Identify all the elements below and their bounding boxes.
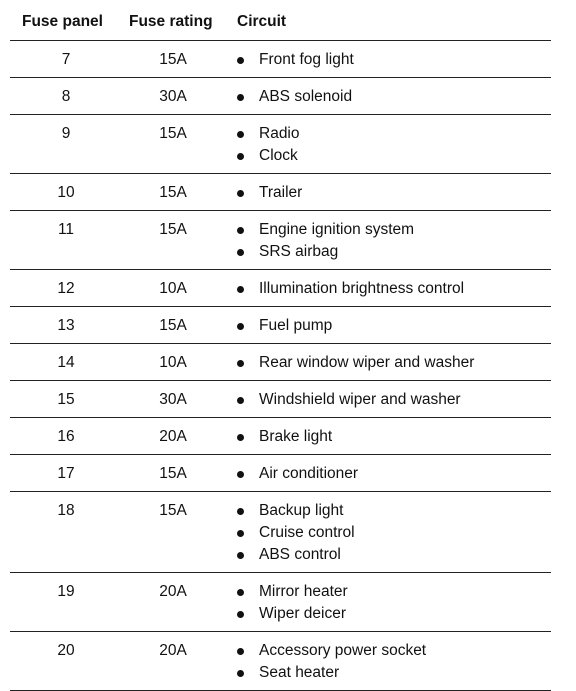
circuit-item bbox=[237, 428, 332, 450]
circuit-item bbox=[237, 243, 414, 265]
circuit-label: Engine ignition system bbox=[259, 221, 415, 238]
circuit-label: Cruise control bbox=[259, 524, 355, 541]
cell-fuse-rating: 20A bbox=[159, 642, 187, 659]
header-fuse-rating: Fuse rating bbox=[129, 13, 213, 30]
header-circuit: Circuit bbox=[237, 13, 287, 30]
cell-circuit-list bbox=[237, 502, 355, 568]
circuit-item bbox=[237, 605, 348, 627]
cell-circuit-list bbox=[237, 354, 474, 376]
circuit-label: Wiper deicer bbox=[259, 605, 346, 622]
table-row bbox=[10, 174, 551, 211]
cell-fuse-panel: 11 bbox=[57, 221, 75, 238]
cell-fuse-panel: 9 bbox=[61, 125, 71, 142]
circuit-label: ABS control bbox=[259, 546, 341, 563]
table-row bbox=[10, 492, 551, 573]
circuit-item bbox=[237, 546, 355, 568]
cell-fuse-panel: 16 bbox=[57, 428, 75, 445]
circuit-label: Brake light bbox=[259, 428, 333, 445]
circuit-label: ABS solenoid bbox=[259, 88, 353, 105]
cell-fuse-panel: 7 bbox=[61, 51, 71, 68]
circuit-item bbox=[237, 664, 426, 686]
circuit-label: SRS airbag bbox=[259, 243, 339, 260]
cell-fuse-panel: 12 bbox=[57, 280, 75, 297]
circuit-label: Backup light bbox=[259, 502, 344, 519]
cell-fuse-panel: 10 bbox=[57, 184, 75, 201]
table-row bbox=[10, 632, 551, 691]
cell-fuse-rating: 15A bbox=[159, 184, 187, 201]
circuit-label: Rear window wiper and washer bbox=[259, 354, 475, 371]
table-row bbox=[10, 455, 551, 492]
header-fuse-panel: Fuse panel bbox=[22, 13, 103, 30]
cell-circuit-list bbox=[237, 428, 332, 450]
table-body bbox=[10, 41, 551, 691]
cell-circuit-list bbox=[237, 51, 354, 73]
circuit-item bbox=[237, 125, 300, 147]
table-row bbox=[10, 78, 551, 115]
circuit-item bbox=[237, 502, 355, 524]
table-row bbox=[10, 211, 551, 270]
cell-circuit-list bbox=[237, 280, 464, 302]
circuit-item bbox=[237, 221, 414, 243]
circuit-label: Clock bbox=[259, 147, 298, 164]
circuit-item bbox=[237, 524, 355, 546]
cell-circuit-list bbox=[237, 125, 300, 169]
cell-fuse-panel: 8 bbox=[61, 88, 71, 105]
cell-fuse-rating: 15A bbox=[159, 465, 187, 482]
cell-fuse-rating: 10A bbox=[159, 280, 187, 297]
bullet-icon bbox=[237, 131, 244, 138]
circuit-item bbox=[237, 317, 332, 339]
circuit-label: Seat heater bbox=[259, 664, 340, 681]
cell-circuit-list bbox=[237, 88, 352, 110]
cell-fuse-rating: 30A bbox=[159, 391, 187, 408]
bullet-icon bbox=[237, 434, 244, 441]
bullet-icon bbox=[237, 397, 244, 404]
cell-fuse-rating: 15A bbox=[159, 51, 187, 68]
circuit-item bbox=[237, 583, 348, 605]
cell-fuse-rating: 15A bbox=[159, 221, 187, 238]
table-row bbox=[10, 41, 551, 78]
table-row bbox=[10, 270, 551, 307]
circuit-label: Air conditioner bbox=[259, 465, 359, 482]
table-header bbox=[10, 0, 551, 41]
cell-fuse-rating: 30A bbox=[159, 88, 187, 105]
circuit-label: Illumination brightness control bbox=[259, 280, 465, 297]
table-row bbox=[10, 115, 551, 174]
bullet-icon bbox=[237, 552, 244, 559]
table-row bbox=[10, 344, 551, 381]
circuit-item bbox=[237, 391, 461, 413]
circuit-item bbox=[237, 642, 426, 664]
bullet-icon bbox=[237, 227, 244, 234]
cell-fuse-panel: 14 bbox=[57, 354, 75, 371]
cell-circuit-list bbox=[237, 221, 414, 265]
table-row bbox=[10, 307, 551, 344]
circuit-label: Trailer bbox=[259, 184, 303, 201]
cell-fuse-rating: 15A bbox=[159, 125, 187, 142]
bullet-icon bbox=[237, 57, 244, 64]
cell-fuse-rating: 15A bbox=[159, 317, 187, 334]
circuit-item bbox=[237, 465, 358, 487]
circuit-item bbox=[237, 88, 352, 110]
scan-artifact bbox=[556, 592, 574, 632]
circuit-label: Fuel pump bbox=[259, 317, 333, 334]
cell-fuse-panel: 20 bbox=[57, 642, 75, 659]
bullet-icon bbox=[237, 530, 244, 537]
cell-circuit-list bbox=[237, 465, 358, 487]
cell-fuse-panel: 13 bbox=[57, 317, 75, 334]
bullet-icon bbox=[237, 153, 244, 160]
bullet-icon bbox=[237, 670, 244, 677]
circuit-label: Front fog light bbox=[259, 51, 354, 68]
cell-circuit-list bbox=[237, 642, 426, 686]
bullet-icon bbox=[237, 286, 244, 293]
circuit-label: Accessory power socket bbox=[259, 642, 427, 659]
bullet-icon bbox=[237, 589, 244, 596]
circuit-item bbox=[237, 280, 464, 302]
circuit-item bbox=[237, 184, 302, 206]
circuit-label: Mirror heater bbox=[259, 583, 348, 600]
bullet-icon bbox=[237, 249, 244, 256]
cell-fuse-panel: 19 bbox=[57, 583, 75, 600]
bullet-icon bbox=[237, 94, 244, 101]
cell-fuse-panel: 17 bbox=[57, 465, 75, 482]
table-row bbox=[10, 381, 551, 418]
cell-fuse-rating: 20A bbox=[159, 428, 187, 445]
table-row bbox=[10, 418, 551, 455]
fuse-table bbox=[10, 0, 551, 691]
cell-fuse-rating: 15A bbox=[159, 502, 187, 519]
bullet-icon bbox=[237, 190, 244, 197]
cell-fuse-rating: 10A bbox=[159, 354, 187, 371]
cell-circuit-list bbox=[237, 583, 348, 627]
bullet-icon bbox=[237, 471, 244, 478]
table-row bbox=[10, 573, 551, 632]
bullet-icon bbox=[237, 360, 244, 367]
bullet-icon bbox=[237, 648, 244, 655]
bullet-icon bbox=[237, 323, 244, 330]
circuit-label: Radio bbox=[259, 125, 300, 142]
cell-circuit-list bbox=[237, 391, 461, 413]
circuit-item bbox=[237, 147, 300, 169]
cell-fuse-panel: 18 bbox=[57, 502, 75, 519]
circuit-label: Windshield wiper and washer bbox=[259, 391, 461, 408]
bullet-icon bbox=[237, 611, 244, 618]
bullet-icon bbox=[237, 508, 244, 515]
circuit-item bbox=[237, 51, 354, 73]
circuit-item bbox=[237, 354, 474, 376]
cell-circuit-list bbox=[237, 184, 302, 206]
cell-fuse-panel: 15 bbox=[57, 391, 75, 408]
cell-circuit-list bbox=[237, 317, 332, 339]
cell-fuse-rating: 20A bbox=[159, 583, 187, 600]
